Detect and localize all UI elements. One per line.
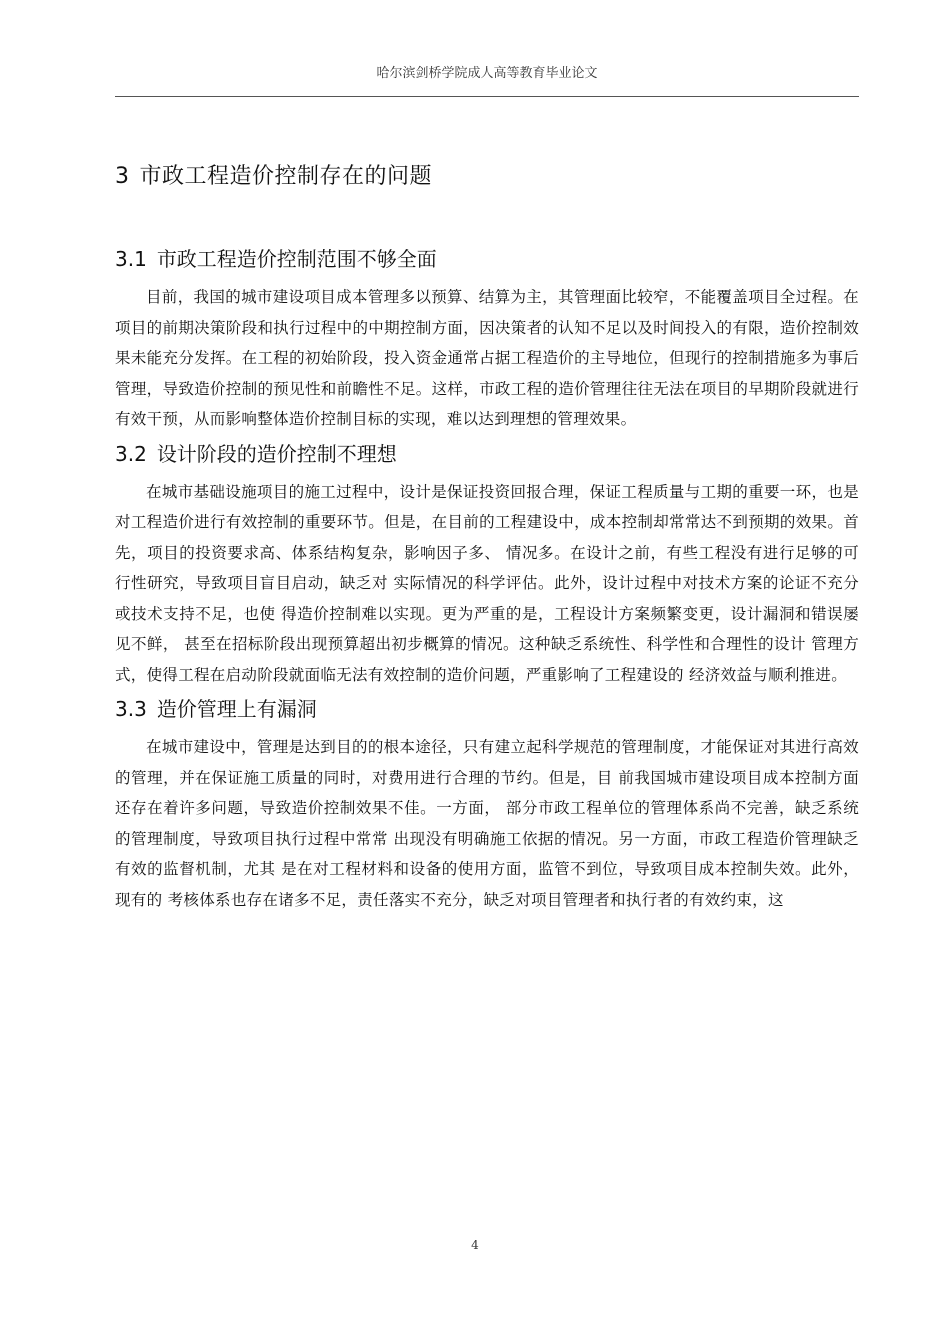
section-paragraph: 在城市建设中，管理是达到目的的根本途径，只有建立起科学规范的管理制度，才能保证对其进行高效的管理，并在保证施工质量的同时，对费用进行合理的节约。但是，目 前我国城市建设项目成本控制方面还存在着许多问题，导致造价控制效果不佳。一方面， 部分市政工程单位的管理体系尚不完善，缺乏系统的管理制度，导致项目执行过程中常常 出现没有明确施工依据的情况。另一方面，市政工程造价管理缺乏有效的监督机制，尤其 是在对工程材料和设备的使用方面，监管不到位，导致项目成本控制失效。此外，现有的 考核体系也存在诸多不足，责任落实不充分，缺乏对项目管理者和执行者的有效约束，这: [115, 738, 859, 909]
section-paragraph: 目前，我国的城市建设项目成本管理多以预算、结算为主，其管理面比较窄，不能覆盖项目全过程。在项目的前期决策阶段和执行过程中的中期控制方面，因决策者的认知不足以及时间投入的有限，造价控制效果未能充分发挥。在工程的初始阶段，投入资金通常占据工程造价的主导地位，但现行的控制措施多为事后管理，导致造价控制的预见性和前瞻性不足。这样，市政工程的造价管理往往无法在项目的早期阶段就进行有效干预，从而影响整体造价控制目标的实现，难以达到理想的管理效果。: [115, 288, 859, 428]
page-number: 4: [471, 1238, 479, 1252]
section-title: 市政工程造价控制范围不够全面: [156, 247, 437, 271]
chapter-number: 3: [115, 164, 130, 189]
page-body: [115, 160, 859, 919]
section-heading: [115, 439, 859, 469]
header-divider: [115, 96, 859, 97]
section-3-1: [115, 244, 859, 435]
section-paragraph: 在城市基础设施项目的施工过程中，设计是保证投资回报合理，保证工程质量与工期的重要一环，也是对工程造价进行有效控制的重要环节。但是，在目前的工程建设中，成本控制却常常达不到预期的效果。首先，项目的投资要求高、体系结构复杂，影响因子多、 情况多。在设计之前，有些工程没有进行足够的可行性研究，导致项目盲目启动，缺乏对 实际情况的科学评估。此外，设计过程中对技术方案的论证不充分或技术支持不足，也使 得造价控制难以实现。更为严重的是，工程设计方案频繁变更，设计漏洞和错误屡见不鲜， 甚至在招标阶段出现预算超出初步概算的情况。这种缺乏系统性、科学性和合理性的设计 管理方式，使得工程在启动阶段就面临无法有效控制的造价问题，严重影响了工程建设的 经济效益与顺利推进。: [115, 482, 859, 684]
section-number: 3.1: [115, 247, 147, 271]
section-number: 3.2: [115, 441, 147, 466]
chapter-title: 市政工程造价控制存在的问题: [139, 164, 433, 189]
section-heading: [115, 244, 859, 274]
section-3-2: [115, 439, 859, 691]
section-title: 造价管理上有漏洞: [156, 697, 317, 721]
section-heading: [115, 694, 859, 724]
running-header: 哈尔滨剑桥学院成人高等教育毕业论文: [376, 66, 598, 81]
section-number: 3.3: [115, 697, 147, 721]
section-title: 设计阶段的造价控制不理想: [156, 441, 397, 466]
chapter-heading: [115, 160, 859, 194]
section-3-3: [115, 694, 859, 915]
